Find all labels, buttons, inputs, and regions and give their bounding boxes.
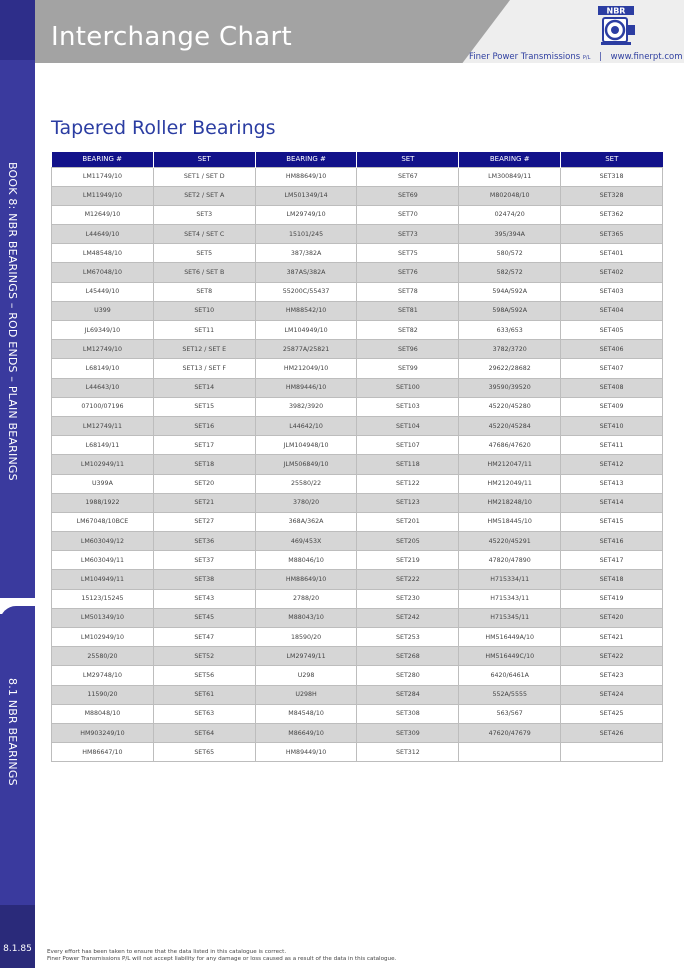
bearing-number-cell: LM300849/11 xyxy=(459,167,561,186)
bearing-number-cell: 39590/39520 xyxy=(459,378,561,397)
bearing-number-cell: HM218248/10 xyxy=(459,493,561,512)
set-cell: SET318 xyxy=(561,167,663,186)
page-number: 8.1.85 xyxy=(3,944,32,954)
set-cell: SET123 xyxy=(357,493,459,512)
bearing-number-cell: 15123/15245 xyxy=(52,589,154,608)
table-row xyxy=(52,263,663,282)
set-cell: SET6 / SET B xyxy=(153,263,255,282)
bearing-number-cell: HM88649/10 xyxy=(255,570,357,589)
table-row xyxy=(52,608,663,627)
set-cell: SET17 xyxy=(153,436,255,455)
set-cell: SET5 xyxy=(153,244,255,263)
bearing-number-cell: HM516449C/10 xyxy=(459,647,561,666)
set-cell: SET43 xyxy=(153,589,255,608)
table-row xyxy=(52,378,663,397)
bearing-number-cell: LM104949/11 xyxy=(52,570,154,589)
bearing-number-cell: LM29749/10 xyxy=(255,205,357,224)
bearing-number-cell: LM67048/10BCE xyxy=(52,512,154,531)
set-cell: SET103 xyxy=(357,397,459,416)
set-cell: SET402 xyxy=(561,263,663,282)
bearing-number-cell: LM12749/11 xyxy=(52,416,154,435)
set-cell: SET253 xyxy=(357,628,459,647)
bearing-number-cell: LM11749/10 xyxy=(52,167,154,186)
table-row xyxy=(52,436,663,455)
set-cell: SET425 xyxy=(561,704,663,723)
set-cell: SET37 xyxy=(153,551,255,570)
bearing-number-cell: 469/453X xyxy=(255,532,357,551)
set-cell: SET56 xyxy=(153,666,255,685)
set-cell: SET45 xyxy=(153,608,255,627)
set-cell: SET230 xyxy=(357,589,459,608)
bearing-number-cell: HM516449A/10 xyxy=(459,628,561,647)
bearing-number-cell: U399 xyxy=(52,301,154,320)
set-cell: SET403 xyxy=(561,282,663,301)
set-cell: SET406 xyxy=(561,340,663,359)
section-label: 8.1 NBR BEARINGS xyxy=(6,678,19,786)
bearing-number-cell: HM86647/10 xyxy=(52,743,154,762)
bearing-number-cell: LM102949/10 xyxy=(52,628,154,647)
set-cell: SET401 xyxy=(561,244,663,263)
bearing-number-cell: LM501349/10 xyxy=(52,608,154,627)
set-cell: SET309 xyxy=(357,723,459,742)
set-cell: SET219 xyxy=(357,551,459,570)
table-row xyxy=(52,244,663,263)
set-cell: SET414 xyxy=(561,493,663,512)
bearing-number-cell xyxy=(459,743,561,762)
set-cell: SET420 xyxy=(561,608,663,627)
table-row xyxy=(52,321,663,340)
table-row xyxy=(52,589,663,608)
table-row xyxy=(52,704,663,723)
brand-line xyxy=(469,52,683,62)
bearing-number-cell: 02474/20 xyxy=(459,205,561,224)
bearing-number-cell: 55200C/55437 xyxy=(255,282,357,301)
set-cell: SET280 xyxy=(357,666,459,685)
set-cell: SET82 xyxy=(357,321,459,340)
bearing-number-cell: JLM104948/10 xyxy=(255,436,357,455)
interchange-table xyxy=(51,152,663,762)
bearing-number-cell: 25580/20 xyxy=(52,647,154,666)
bearing-number-cell: HM212049/11 xyxy=(459,474,561,493)
bearing-number-cell: HM89449/10 xyxy=(255,743,357,762)
bearing-number-cell: 29622/28682 xyxy=(459,359,561,378)
table-row xyxy=(52,416,663,435)
book-label: BOOK 8: NBR BEARINGS – ROD ENDS – PLAIN BEARINGS xyxy=(6,162,19,481)
table-row xyxy=(52,186,663,205)
bearing-number-cell: LM29749/11 xyxy=(255,647,357,666)
bearing-number-cell: L68149/10 xyxy=(52,359,154,378)
set-cell: SET81 xyxy=(357,301,459,320)
set-cell: SET47 xyxy=(153,628,255,647)
table-row xyxy=(52,743,663,762)
bearing-number-cell: LM67048/10 xyxy=(52,263,154,282)
column-header: BEARING # xyxy=(255,152,357,167)
table-row xyxy=(52,551,663,570)
bearing-number-cell: 15101/245 xyxy=(255,225,357,244)
bearing-number-cell: 1988/1922 xyxy=(52,493,154,512)
set-cell: SET36 xyxy=(153,532,255,551)
set-cell: SET424 xyxy=(561,685,663,704)
bearing-number-cell: LM29748/10 xyxy=(52,666,154,685)
set-cell: SET65 xyxy=(153,743,255,762)
set-cell xyxy=(561,743,663,762)
set-cell: SET14 xyxy=(153,378,255,397)
bearing-number-cell: L45449/10 xyxy=(52,282,154,301)
brand-separator: | xyxy=(599,52,602,62)
bearing-number-cell: LM48548/10 xyxy=(52,244,154,263)
set-cell: SET405 xyxy=(561,321,663,340)
bearing-number-cell: LM603049/12 xyxy=(52,532,154,551)
disclaimer xyxy=(47,949,396,963)
bearing-number-cell: 582/572 xyxy=(459,263,561,282)
bearing-number-cell: H715345/11 xyxy=(459,608,561,627)
set-cell: SET107 xyxy=(357,436,459,455)
website-link[interactable]: www.finerpt.com xyxy=(610,52,683,62)
bearing-number-cell: L44643/10 xyxy=(52,378,154,397)
column-header: SET xyxy=(561,152,663,167)
table-header-row xyxy=(52,152,663,167)
bearing-number-cell: M84548/10 xyxy=(255,704,357,723)
bearing-number-cell: LM12749/10 xyxy=(52,340,154,359)
set-cell: SET411 xyxy=(561,436,663,455)
table-row xyxy=(52,167,663,186)
set-cell: SET312 xyxy=(357,743,459,762)
set-cell: SET76 xyxy=(357,263,459,282)
table-row xyxy=(52,474,663,493)
bearing-number-cell: L44642/10 xyxy=(255,416,357,435)
set-cell: SET104 xyxy=(357,416,459,435)
table-row xyxy=(52,666,663,685)
table-row xyxy=(52,628,663,647)
set-cell: SET3 xyxy=(153,205,255,224)
set-cell: SET12 / SET E xyxy=(153,340,255,359)
set-cell: SET10 xyxy=(153,301,255,320)
bearing-number-cell: 2788/20 xyxy=(255,589,357,608)
bearing-number-cell: M88043/10 xyxy=(255,608,357,627)
set-cell: SET67 xyxy=(357,167,459,186)
set-cell: SET407 xyxy=(561,359,663,378)
set-cell: SET419 xyxy=(561,589,663,608)
set-cell: SET73 xyxy=(357,225,459,244)
set-cell: SET8 xyxy=(153,282,255,301)
set-cell: SET422 xyxy=(561,647,663,666)
bearing-number-cell: HM212047/11 xyxy=(459,455,561,474)
set-cell: SET418 xyxy=(561,570,663,589)
column-header: SET xyxy=(357,152,459,167)
set-cell: SET410 xyxy=(561,416,663,435)
set-cell: SET96 xyxy=(357,340,459,359)
set-cell: SET27 xyxy=(153,512,255,531)
set-cell: SET122 xyxy=(357,474,459,493)
set-cell: SET365 xyxy=(561,225,663,244)
bearing-number-cell: H715343/11 xyxy=(459,589,561,608)
set-cell: SET118 xyxy=(357,455,459,474)
bearing-number-cell: M802048/10 xyxy=(459,186,561,205)
set-cell: SET222 xyxy=(357,570,459,589)
bearing-number-cell: LM102949/11 xyxy=(52,455,154,474)
bearing-number-cell: 07100/07196 xyxy=(52,397,154,416)
company-logo xyxy=(595,5,637,47)
set-cell: SET413 xyxy=(561,474,663,493)
set-cell: SET15 xyxy=(153,397,255,416)
table-row xyxy=(52,205,663,224)
set-cell: SET16 xyxy=(153,416,255,435)
bearing-number-cell: 633/653 xyxy=(459,321,561,340)
set-cell: SET408 xyxy=(561,378,663,397)
bearing-number-cell: 45220/45280 xyxy=(459,397,561,416)
bearing-number-cell: 387AS/382A xyxy=(255,263,357,282)
set-cell: SET201 xyxy=(357,512,459,531)
set-cell: SET38 xyxy=(153,570,255,589)
set-cell: SET1 / SET D xyxy=(153,167,255,186)
set-cell: SET2 / SET A xyxy=(153,186,255,205)
table-row xyxy=(52,301,663,320)
set-cell: SET409 xyxy=(561,397,663,416)
set-cell: SET64 xyxy=(153,723,255,742)
set-cell: SET21 xyxy=(153,493,255,512)
bearing-number-cell: LM104949/10 xyxy=(255,321,357,340)
set-cell: SET416 xyxy=(561,532,663,551)
bearing-number-cell: M88048/10 xyxy=(52,704,154,723)
bearing-number-cell: 18590/20 xyxy=(255,628,357,647)
bearing-number-cell: 45220/45291 xyxy=(459,532,561,551)
set-cell: SET75 xyxy=(357,244,459,263)
table-body xyxy=(52,167,663,762)
table-row xyxy=(52,397,663,416)
bearing-number-cell: 594A/592A xyxy=(459,282,561,301)
bearing-number-cell: HM903249/10 xyxy=(52,723,154,742)
table-row xyxy=(52,340,663,359)
bearing-number-cell: HM518445/10 xyxy=(459,512,561,531)
table-row xyxy=(52,647,663,666)
brand-name: Finer Power Transmissions xyxy=(469,52,581,62)
table-row xyxy=(52,723,663,742)
sidebar-top-block xyxy=(0,0,35,60)
bearing-number-cell: 580/572 xyxy=(459,244,561,263)
bearing-number-cell: M88046/10 xyxy=(255,551,357,570)
bearing-number-cell: 11590/20 xyxy=(52,685,154,704)
bearing-number-cell: L44649/10 xyxy=(52,225,154,244)
set-cell: SET415 xyxy=(561,512,663,531)
bearing-number-cell: L68149/11 xyxy=(52,436,154,455)
set-cell: SET412 xyxy=(561,455,663,474)
set-cell: SET52 xyxy=(153,647,255,666)
set-cell: SET4 / SET C xyxy=(153,225,255,244)
set-cell: SET13 / SET F xyxy=(153,359,255,378)
bearing-number-cell: 45220/45284 xyxy=(459,416,561,435)
bearing-number-cell: 47686/47620 xyxy=(459,436,561,455)
table-row xyxy=(52,685,663,704)
bearing-number-cell: H715334/11 xyxy=(459,570,561,589)
disclaimer-line-1: Every effort has been taken to ensure that the data listed in this catalogue is correct. xyxy=(47,949,287,955)
brand-suffix: P/L xyxy=(582,55,591,61)
table-row xyxy=(52,359,663,378)
table-row xyxy=(52,512,663,531)
bearing-number-cell: HM212049/10 xyxy=(255,359,357,378)
column-header: SET xyxy=(153,152,255,167)
set-cell: SET308 xyxy=(357,704,459,723)
header-title: Interchange Chart xyxy=(51,22,292,52)
bearing-number-cell: HM88542/10 xyxy=(255,301,357,320)
set-cell: SET328 xyxy=(561,186,663,205)
set-cell: SET11 xyxy=(153,321,255,340)
bearing-number-cell: 563/567 xyxy=(459,704,561,723)
sidebar-bottom-block xyxy=(0,905,35,968)
set-cell: SET69 xyxy=(357,186,459,205)
table-row xyxy=(52,532,663,551)
bearing-number-cell: 47820/47890 xyxy=(459,551,561,570)
bearing-number-cell: 368A/362A xyxy=(255,512,357,531)
bearing-number-cell: 598A/592A xyxy=(459,301,561,320)
set-cell: SET268 xyxy=(357,647,459,666)
set-cell: SET362 xyxy=(561,205,663,224)
bearing-number-cell: 3780/20 xyxy=(255,493,357,512)
page-heading: Tapered Roller Bearings xyxy=(51,117,276,139)
bearing-number-cell: JLM506849/10 xyxy=(255,455,357,474)
column-header: BEARING # xyxy=(52,152,154,167)
bearing-number-cell: LM501349/14 xyxy=(255,186,357,205)
bearing-number-cell: U399A xyxy=(52,474,154,493)
set-cell: SET423 xyxy=(561,666,663,685)
bearing-number-cell: M86649/10 xyxy=(255,723,357,742)
bearing-number-cell: U298 xyxy=(255,666,357,685)
set-cell: SET242 xyxy=(357,608,459,627)
set-cell: SET404 xyxy=(561,301,663,320)
set-cell: SET18 xyxy=(153,455,255,474)
bearing-number-cell: JL69349/10 xyxy=(52,321,154,340)
set-cell: SET417 xyxy=(561,551,663,570)
set-cell: SET421 xyxy=(561,628,663,647)
bearing-number-cell: M12649/10 xyxy=(52,205,154,224)
bearing-number-cell: HM89446/10 xyxy=(255,378,357,397)
set-cell: SET63 xyxy=(153,704,255,723)
bearing-number-cell: 552A/5555 xyxy=(459,685,561,704)
bearing-number-cell: HM88649/10 xyxy=(255,167,357,186)
logo-text: NBR xyxy=(606,6,626,16)
sidebar xyxy=(0,0,35,968)
bearing-number-cell: 387/382A xyxy=(255,244,357,263)
set-cell: SET426 xyxy=(561,723,663,742)
table-row xyxy=(52,570,663,589)
set-cell: SET284 xyxy=(357,685,459,704)
set-cell: SET20 xyxy=(153,474,255,493)
set-cell: SET78 xyxy=(357,282,459,301)
disclaimer-line-2: Finer Power Transmissions P/L will not accept liability for any damage or loss caused as a result of the data in this catalogue. xyxy=(47,956,397,962)
bearing-number-cell: 25580/22 xyxy=(255,474,357,493)
bearing-number-cell: LM603049/11 xyxy=(52,551,154,570)
table-row xyxy=(52,282,663,301)
bearing-number-cell: 3782/3720 xyxy=(459,340,561,359)
table-row xyxy=(52,455,663,474)
bearing-number-cell: 47620/47679 xyxy=(459,723,561,742)
table-row xyxy=(52,493,663,512)
set-cell: SET70 xyxy=(357,205,459,224)
sidebar-section-tab xyxy=(0,606,35,624)
bearing-number-cell: 6420/6461A xyxy=(459,666,561,685)
set-cell: SET100 xyxy=(357,378,459,397)
set-cell: SET99 xyxy=(357,359,459,378)
bearing-number-cell: U298H xyxy=(255,685,357,704)
bearing-number-cell: 395/394A xyxy=(459,225,561,244)
set-cell: SET61 xyxy=(153,685,255,704)
column-header: BEARING # xyxy=(459,152,561,167)
bearing-number-cell: 25877A/25821 xyxy=(255,340,357,359)
table-row xyxy=(52,225,663,244)
set-cell: SET205 xyxy=(357,532,459,551)
bearing-number-cell: LM11949/10 xyxy=(52,186,154,205)
bearing-number-cell: 3982/3920 xyxy=(255,397,357,416)
